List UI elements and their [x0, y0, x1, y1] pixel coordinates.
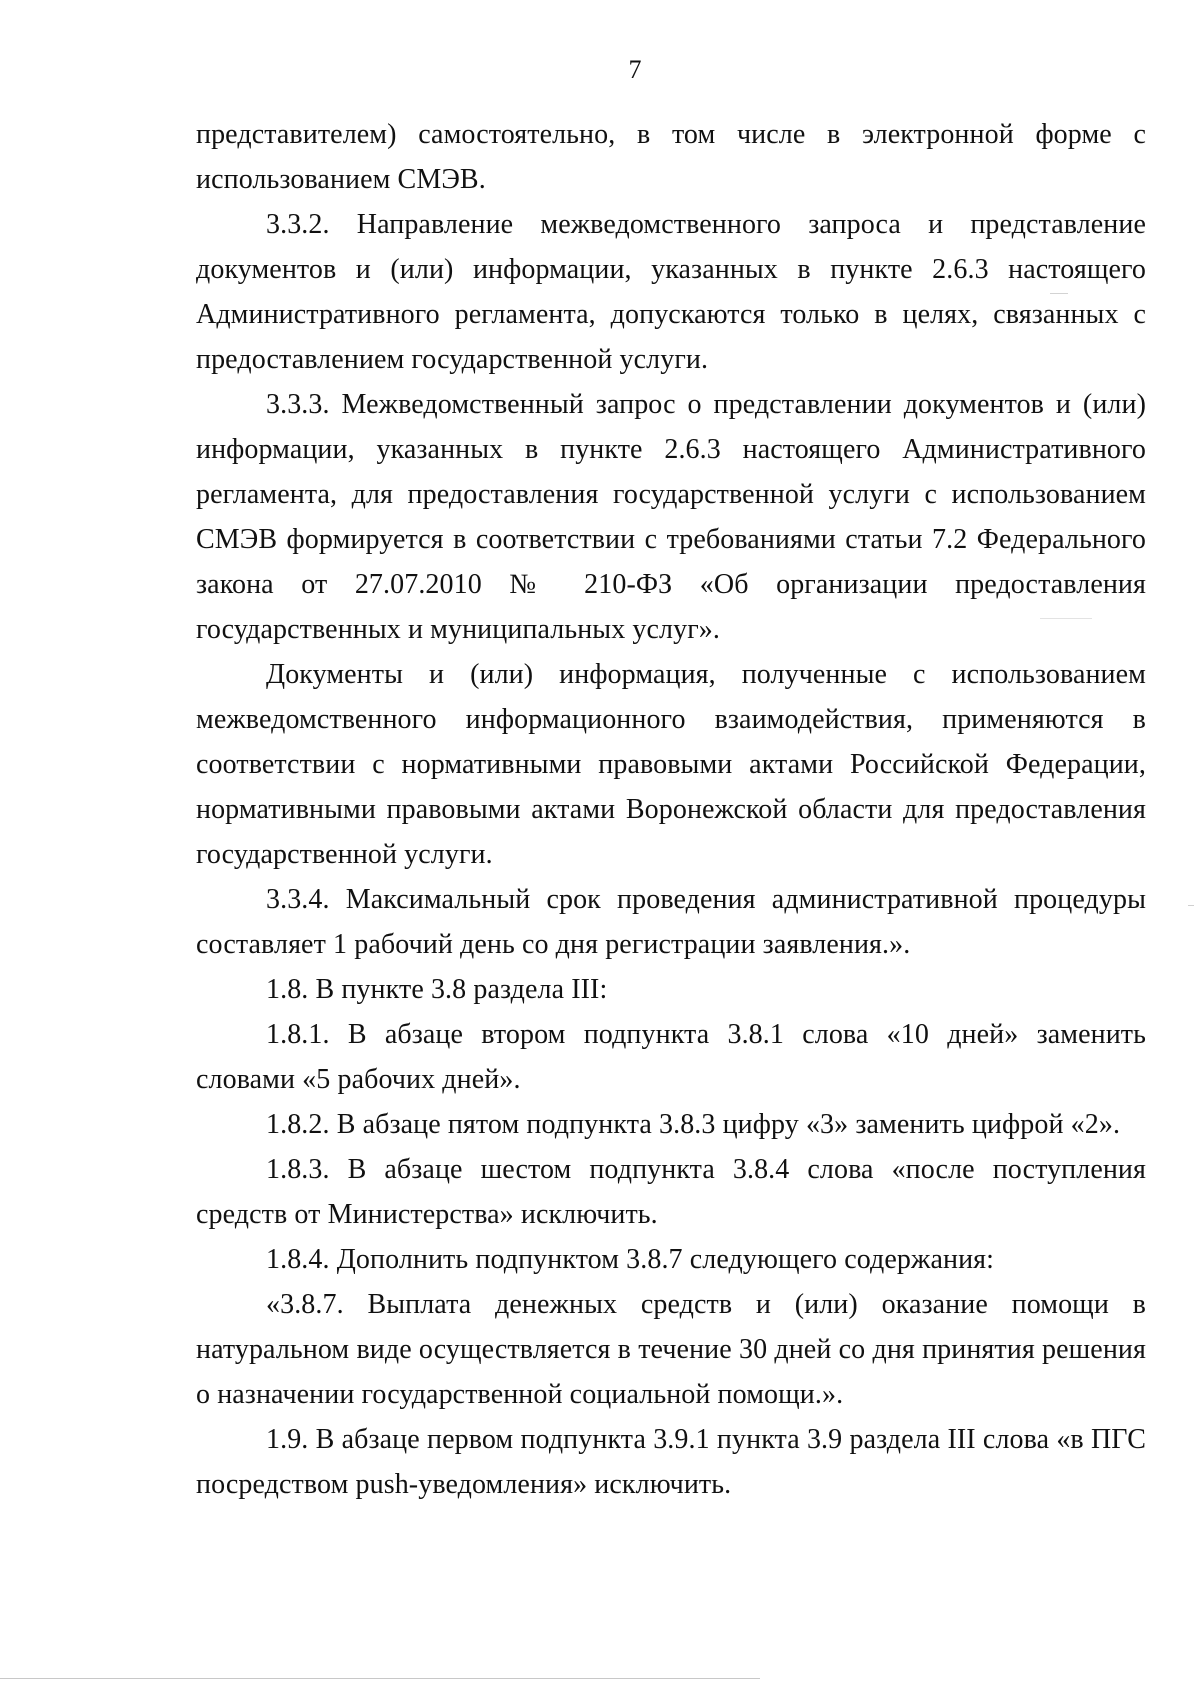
paragraph-1-8-4: 1.8.4. Дополнить подпунктом 3.8.7 следующего содержания:: [266, 1244, 995, 1275]
scan-edge-line: [0, 1678, 760, 1679]
paragraph-1-8-3: 1.8.3. В абзаце шестом подпункта 3.8.4 слова «после поступления средств от Министерства» исключить.: [196, 1154, 1146, 1230]
paragraph-1-8-1: 1.8.1. В абзаце втором подпункта 3.8.1 слова «10 дней» заменить словами «5 рабочих дней».: [196, 1019, 1146, 1095]
paragraph-1-8-2: 1.8.2. В абзаце пятом подпункта 3.8.3 цифру «3» заменить цифрой «2».: [266, 1109, 1121, 1140]
document-body: [196, 112, 1146, 1507]
scan-artifact: [1050, 293, 1068, 294]
paragraph-3-3-2: 3.3.2. Направление межведомственного запроса и представление документов и (или) информации, указанных в пункте 2.6.3 настоящего Административного регламента, допускаются только в целях, связанных с предоставлением государственной услуги.: [196, 209, 1146, 375]
page-number: 7: [628, 55, 642, 84]
paragraph-continuation: представителем) самостоятельно, в том числе в электронной форме с использованием СМЭВ.: [196, 119, 1146, 195]
paragraph-3-3-4: 3.3.4. Максимальный срок проведения административной процедуры составляет 1 рабочий день со дня регистрации заявления.».: [196, 884, 1146, 960]
paragraph-1-8: 1.8. В пункте 3.8 раздела III:: [266, 974, 608, 1005]
scan-artifact: [1188, 905, 1194, 906]
paragraph-1-9: 1.9. В абзаце первом подпункта 3.9.1 пункта 3.9 раздела III слова «в ПГС посредством push-уведомления» исключить.: [196, 1424, 1146, 1500]
paragraph-documents-info: Документы и (или) информация, полученные с использованием межведомственного информационного взаимодействия, применяются в соответствии с нормативными правовыми актами Российской Федерации, нормативными правовыми актами Воронежской области для предоставления государственной услуги.: [196, 659, 1146, 870]
scan-artifact: [1040, 618, 1092, 619]
paragraph-3-8-7-quote: «3.8.7. Выплата денежных средств и (или) оказание помощи в натуральном виде осуществляется в течение 30 дней со дня принятия решения о назначении государственной социальной помощи.».: [196, 1289, 1146, 1410]
paragraph-3-3-3: 3.3.3. Межведомственный запрос о представлении документов и (или) информации, указанных в пункте 2.6.3 настоящего Административного регламента, для предоставления государственной услуги с использованием СМЭВ формируется в соответствии с требованиями статьи 7.2 Федерального закона от 27.07.2010 № 210-ФЗ «Об организации предоставления государственных и муниципальных услуг».: [196, 389, 1146, 645]
